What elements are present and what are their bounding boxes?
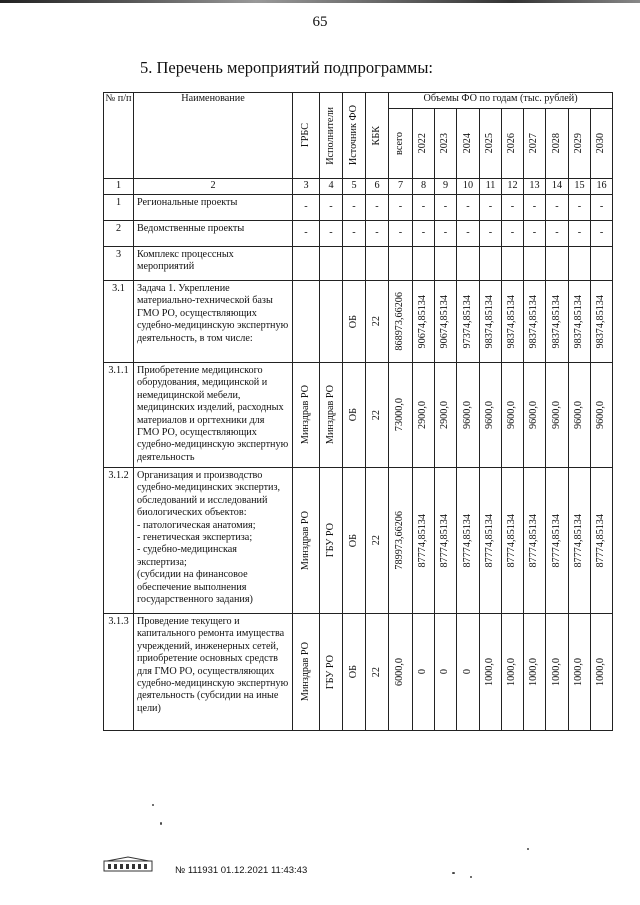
- row-year-value: 98374,85134: [546, 281, 569, 363]
- page-number: 65: [312, 14, 328, 30]
- row-year-value: 87774,85134: [569, 468, 591, 614]
- row-year-value: 1000,0: [569, 614, 591, 731]
- column-number: 9: [435, 179, 457, 195]
- row-source: -: [343, 221, 366, 247]
- row-year-value: 98374,85134: [524, 281, 546, 363]
- row-year-value: -: [524, 221, 546, 247]
- row-grbs: [293, 281, 320, 363]
- row-year-value: -: [480, 195, 502, 221]
- column-number: 16: [591, 179, 613, 195]
- row-number: 3.1.1: [104, 363, 134, 468]
- header-volumes: Объемы ФО по годам (тыс. рублей): [389, 93, 613, 109]
- row-year-value: 0: [413, 614, 435, 731]
- row-year-value: 1000,0: [502, 614, 524, 731]
- row-year-value: -: [591, 221, 613, 247]
- row-source: ОБ: [343, 468, 366, 614]
- column-number: 8: [413, 179, 435, 195]
- row-grbs: Минздрав РО: [293, 468, 320, 614]
- column-number: 11: [480, 179, 502, 195]
- row-year-value: 9600,0: [480, 363, 502, 468]
- footer-mark: №: [175, 865, 186, 876]
- row-source: [343, 247, 366, 281]
- header-total: всего: [389, 109, 413, 179]
- row-year-value: 97374,85134: [457, 281, 480, 363]
- row-year-value: -: [502, 221, 524, 247]
- row-year-value: 90674,85134: [413, 281, 435, 363]
- row-name: Задача 1. Укрепление материально-технической базы ГМО РО, осуществляющих судебно-медицинскую экспертную деятельность, в том числе:: [134, 281, 293, 363]
- row-year-value: 87774,85134: [457, 468, 480, 614]
- row-executor: -: [320, 221, 343, 247]
- row-grbs: Минздрав РО: [293, 614, 320, 731]
- row-year-value: -: [435, 195, 457, 221]
- row-year-value: 0: [457, 614, 480, 731]
- row-kbk: -: [366, 221, 389, 247]
- row-year-value: -: [413, 221, 435, 247]
- header-year: 2025: [480, 109, 502, 179]
- row-number: 3.1.2: [104, 468, 134, 614]
- row-year-value: 1000,0: [524, 614, 546, 731]
- header-kbk: КБК: [366, 93, 389, 179]
- row-number: 1: [104, 195, 134, 221]
- header-year: 2026: [502, 109, 524, 179]
- row-number: 3.1.3: [104, 614, 134, 731]
- row-grbs: -: [293, 195, 320, 221]
- table-row: [104, 221, 613, 247]
- row-kbk: [366, 247, 389, 281]
- row-total: -: [389, 221, 413, 247]
- row-year-value: 98374,85134: [569, 281, 591, 363]
- row-name: Комплекс процессных мероприятий: [134, 247, 293, 281]
- column-number: 13: [524, 179, 546, 195]
- row-total: -: [389, 195, 413, 221]
- header-year: 2022: [413, 109, 435, 179]
- column-number: 6: [366, 179, 389, 195]
- row-year-value: -: [569, 195, 591, 221]
- row-number: 3.1: [104, 281, 134, 363]
- table-row: [104, 363, 613, 468]
- row-year-value: 9600,0: [591, 363, 613, 468]
- row-year-value: [457, 247, 480, 281]
- scan-speck: [470, 876, 472, 878]
- row-year-value: -: [546, 195, 569, 221]
- row-year-value: 87774,85134: [480, 468, 502, 614]
- row-year-value: 87774,85134: [546, 468, 569, 614]
- row-year-value: -: [435, 221, 457, 247]
- column-number: 2: [134, 179, 293, 195]
- column-number: 5: [343, 179, 366, 195]
- table-row: [104, 281, 613, 363]
- row-year-value: -: [480, 221, 502, 247]
- row-name: Организация и производство судебно-медицинских экспертиз, обследований и исследований биологических объектов: - патологическая анатомия; - генетическая экспертиза; - судебно-медицинская экспертиза; (субсидии на финансовое обеспечение выполнения государственного задания): [134, 468, 293, 614]
- row-year-value: [569, 247, 591, 281]
- row-executor: -: [320, 195, 343, 221]
- table-row: [104, 468, 613, 614]
- row-year-value: [413, 247, 435, 281]
- header-year: 2029: [569, 109, 591, 179]
- measures-table: [103, 92, 613, 731]
- column-number: 3: [293, 179, 320, 195]
- row-year-value: [502, 247, 524, 281]
- column-number: 15: [569, 179, 591, 195]
- row-year-value: -: [502, 195, 524, 221]
- table-row: [104, 247, 613, 281]
- header-year: 2023: [435, 109, 457, 179]
- row-kbk: -: [366, 195, 389, 221]
- scan-edge-line: [0, 0, 640, 3]
- row-year-value: 87774,85134: [413, 468, 435, 614]
- row-year-value: 87774,85134: [591, 468, 613, 614]
- row-year-value: 9600,0: [457, 363, 480, 468]
- row-grbs: [293, 247, 320, 281]
- row-year-value: -: [457, 195, 480, 221]
- row-year-value: -: [524, 195, 546, 221]
- row-year-value: 9600,0: [524, 363, 546, 468]
- column-number: 10: [457, 179, 480, 195]
- row-year-value: 87774,85134: [524, 468, 546, 614]
- row-name: Региональные проекты: [134, 195, 293, 221]
- row-source: ОБ: [343, 281, 366, 363]
- row-year-value: 2900,0: [435, 363, 457, 468]
- row-year-value: [524, 247, 546, 281]
- row-kbk: 22: [366, 363, 389, 468]
- column-number: 12: [502, 179, 524, 195]
- row-grbs: Минздрав РО: [293, 363, 320, 468]
- row-kbk: 22: [366, 281, 389, 363]
- row-executor: [320, 247, 343, 281]
- row-year-value: 2900,0: [413, 363, 435, 468]
- column-number: 1: [104, 179, 134, 195]
- row-year-value: 98374,85134: [502, 281, 524, 363]
- column-number: 14: [546, 179, 569, 195]
- row-executor: ГБУ РО: [320, 468, 343, 614]
- scan-speck: [160, 822, 162, 825]
- row-year-value: 9600,0: [569, 363, 591, 468]
- header-year: 2028: [546, 109, 569, 179]
- table-row: [104, 195, 613, 221]
- row-executor: Минздрав РО: [320, 363, 343, 468]
- registry-stamp-icon: [103, 856, 153, 872]
- column-number: 7: [389, 179, 413, 195]
- row-source: ОБ: [343, 363, 366, 468]
- row-kbk: 22: [366, 614, 389, 731]
- row-executor: [320, 281, 343, 363]
- row-year-value: 87774,85134: [502, 468, 524, 614]
- row-total: 6000,0: [389, 614, 413, 731]
- row-year-value: [435, 247, 457, 281]
- row-year-value: 9600,0: [546, 363, 569, 468]
- header-num: № п/п: [104, 93, 134, 179]
- row-year-value: [591, 247, 613, 281]
- header-grbs: ГРБС: [293, 93, 320, 179]
- scan-speck: [527, 848, 529, 850]
- row-grbs: -: [293, 221, 320, 247]
- header-year: 2030: [591, 109, 613, 179]
- doc-footer: [175, 865, 307, 876]
- row-year-value: 0: [435, 614, 457, 731]
- row-executor: ГБУ РО: [320, 614, 343, 731]
- footer-text: 111931 01.12.2021 11:43:43: [187, 865, 308, 876]
- row-name: Ведомственные проекты: [134, 221, 293, 247]
- row-total: 73000,0: [389, 363, 413, 468]
- header-name: Наименование: [134, 93, 293, 179]
- row-source: -: [343, 195, 366, 221]
- row-year-value: 87774,85134: [435, 468, 457, 614]
- row-number: 2: [104, 221, 134, 247]
- row-year-value: -: [457, 221, 480, 247]
- row-year-value: 9600,0: [502, 363, 524, 468]
- scan-speck: [152, 804, 154, 806]
- column-number: 4: [320, 179, 343, 195]
- row-year-value: -: [413, 195, 435, 221]
- row-year-value: [546, 247, 569, 281]
- row-year-value: 1000,0: [480, 614, 502, 731]
- row-kbk: 22: [366, 468, 389, 614]
- row-year-value: -: [591, 195, 613, 221]
- row-year-value: -: [546, 221, 569, 247]
- row-year-value: 98374,85134: [591, 281, 613, 363]
- row-total: 868973,66206: [389, 281, 413, 363]
- row-total: [389, 247, 413, 281]
- scan-speck: [452, 872, 455, 874]
- header-year: 2027: [524, 109, 546, 179]
- row-source: ОБ: [343, 614, 366, 731]
- header-year: 2024: [457, 109, 480, 179]
- section-title: 5. Перечень мероприятий подпрограммы:: [140, 58, 433, 77]
- row-name: Приобретение медицинского оборудования, медицинской и немедицинской мебели, медицинских изделий, расходных материалов и оргтехники для ГМО РО, осуществляющих судебно-медицинскую экспертную деятельность: [134, 363, 293, 468]
- row-year-value: 90674,85134: [435, 281, 457, 363]
- row-year-value: 1000,0: [591, 614, 613, 731]
- row-number: 3: [104, 247, 134, 281]
- table-row: [104, 614, 613, 731]
- row-name: Проведение текущего и капитального ремонта имущества учреждений, инженерных сетей, приобретение основных средств для ГМО РО, осуществляющих судебно-медицинскую экспертную деятельность (субсидии на иные цели): [134, 614, 293, 731]
- header-source: Источник ФО: [343, 93, 366, 179]
- row-total: 789973,66206: [389, 468, 413, 614]
- header-executors: Исполнители: [320, 93, 343, 179]
- row-year-value: [480, 247, 502, 281]
- row-year-value: 1000,0: [546, 614, 569, 731]
- row-year-value: 98374,85134: [480, 281, 502, 363]
- row-year-value: -: [569, 221, 591, 247]
